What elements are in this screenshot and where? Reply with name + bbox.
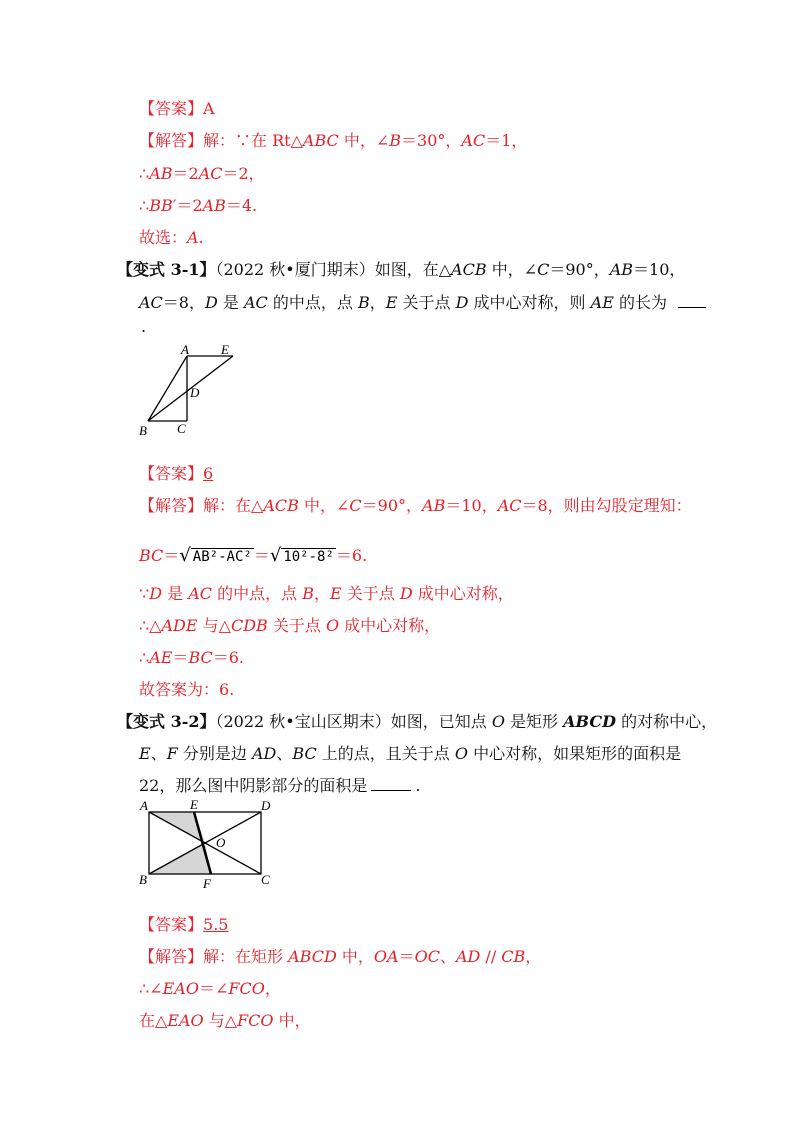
text: 关于点 <box>397 293 456 312</box>
var: AC <box>139 293 163 312</box>
question-3-2-line-3 <box>139 774 420 797</box>
answer-line-2 <box>139 463 213 485</box>
label-a: A <box>181 342 189 357</box>
text: 是 <box>162 584 189 603</box>
solution-line-4 <box>139 227 204 249</box>
question-3-2-line-1 <box>117 711 717 733</box>
solution-3-line-2 <box>139 978 281 1000</box>
question-label: 【变式 3-2】 <box>117 712 216 731</box>
var: AC <box>198 164 223 183</box>
text: 成中心对称， <box>412 584 514 603</box>
answer-line-3 <box>139 914 228 936</box>
var: C <box>349 496 362 515</box>
var: ABCD <box>563 712 616 731</box>
var: C <box>537 260 550 279</box>
var: AC <box>461 131 486 150</box>
var: O <box>325 616 340 635</box>
var: E <box>385 293 398 312</box>
text: 中， <box>273 1011 311 1030</box>
solution-label: 【解答】 <box>139 947 204 966</box>
solution-label: 【解答】 <box>139 496 204 515</box>
sqrt-expression-1 <box>179 542 254 571</box>
text: 22，那么图中阴影部分的面积是 <box>139 776 368 795</box>
final-answer: 故答案为：6. <box>139 680 235 699</box>
answer-label: 【答案】 <box>139 915 204 934</box>
therefore: ∴△ <box>139 616 162 635</box>
question-3-2-line-2 <box>139 743 681 765</box>
label-b: B <box>139 872 147 887</box>
question-3-1-line-2 <box>139 291 706 314</box>
var: BC <box>188 648 213 667</box>
var: B <box>302 584 314 603</box>
therefore: ∴ <box>139 164 150 183</box>
text: . <box>198 228 204 247</box>
period: . <box>415 776 421 795</box>
var: BC <box>139 546 164 565</box>
text: 解：在矩形 <box>203 947 289 966</box>
var: ACB <box>451 260 487 279</box>
var: F <box>166 744 178 763</box>
var: B <box>357 293 370 312</box>
sqrt-expression-2 <box>270 542 336 571</box>
text: 、 <box>439 947 456 966</box>
radical-sign: √ <box>179 545 191 566</box>
var: AB <box>609 260 634 279</box>
text: 的对称中心， <box>615 712 718 731</box>
var: FCO <box>237 1011 274 1030</box>
var: BB <box>149 196 173 215</box>
label-e: E <box>221 342 229 357</box>
answer-value: 5.5 <box>203 915 229 934</box>
solution-2-formula <box>139 542 367 570</box>
var: AC <box>188 584 212 603</box>
text: 中， <box>336 947 374 966</box>
var: OC <box>414 947 440 966</box>
solution-line-2 <box>139 163 265 185</box>
var: O <box>454 744 469 763</box>
answer-value: 6 <box>203 464 214 483</box>
text: 是矩形 <box>504 712 564 731</box>
label-o: O <box>216 835 226 850</box>
question-label: 【变式 3-1】 <box>117 260 216 279</box>
radical-sign: √ <box>269 545 282 566</box>
solution-2-line-5 <box>139 647 244 669</box>
text: ＝8， <box>162 293 205 312</box>
var: ACB <box>263 496 299 515</box>
figure-3-2 <box>137 798 277 890</box>
text: 成中心对称，则 <box>468 293 591 312</box>
text: 与△ <box>203 1011 238 1030</box>
text: 、 <box>150 744 167 763</box>
solution-label: 【解答】 <box>139 131 204 150</box>
text: ＝∠ <box>198 979 229 998</box>
equals: ＝ <box>163 546 180 565</box>
answer-line-1 <box>139 98 215 120</box>
text: 故选： <box>139 228 188 247</box>
text: ＝90°， <box>361 496 423 515</box>
therefore: ∴ <box>139 196 150 215</box>
text: ， <box>264 979 281 998</box>
because: ∵ <box>139 584 150 603</box>
result: ＝6. <box>335 546 368 565</box>
text: 中，∠ <box>486 260 538 279</box>
var: D <box>204 293 218 312</box>
var: AD <box>455 947 481 966</box>
answer-blank <box>678 291 706 308</box>
answer-label: 【答案】 <box>139 99 204 118</box>
therefore: ∴∠ <box>139 979 163 998</box>
var: AC <box>497 496 522 515</box>
var: FCO <box>228 979 265 998</box>
period: . <box>141 317 147 336</box>
text: 成中心对称， <box>339 616 441 635</box>
text: 、 <box>276 744 293 763</box>
text: （2022 秋•厦门期末）如图，在△ <box>215 260 452 279</box>
solution-2-line-3 <box>139 583 514 605</box>
text: ＝ <box>398 947 415 966</box>
text: ＝30°， <box>401 131 462 150</box>
var: AB <box>149 164 173 183</box>
var: CDB <box>230 616 268 635</box>
radicand: 10²-8² <box>283 549 334 565</box>
segment-ab <box>148 356 187 421</box>
figure-3-1 <box>135 342 255 437</box>
label-d: D <box>190 385 200 400</box>
text: ， <box>369 293 386 312</box>
text: （2022 秋•宝山区期末）如图，已知点 <box>215 712 492 731</box>
answer-label: 【答案】 <box>139 464 204 483</box>
label-f: F <box>203 876 211 890</box>
var: BC <box>292 744 317 763</box>
solution-2-line-6 <box>139 679 234 701</box>
var: AD <box>252 744 277 763</box>
text: ＝1， <box>485 131 528 150</box>
text: 是 <box>217 293 244 312</box>
var: AB <box>422 496 446 515</box>
text: 在△ <box>139 1011 168 1030</box>
text: ＝90°， <box>549 260 610 279</box>
text: ， <box>313 584 330 603</box>
text: 中心对称，如果矩形的面积是 <box>468 744 682 763</box>
radicand: AB²-AC² <box>192 549 252 565</box>
text: 分别是边 <box>177 744 252 763</box>
solution-2-line-1 <box>139 495 692 517</box>
text: 上的点，且关于点 <box>316 744 455 763</box>
text: 关于点 <box>341 584 400 603</box>
text: ＝10， <box>633 260 686 279</box>
var: ABCD <box>288 947 337 966</box>
text: 解：∵在 Rt△ <box>203 131 303 150</box>
label-c: C <box>261 872 270 887</box>
label-b: B <box>139 423 147 437</box>
text: ＝ <box>172 648 189 667</box>
var: EAO <box>162 979 199 998</box>
text: 的中点，点 <box>212 584 303 603</box>
equals: ＝ <box>253 546 270 565</box>
var: E <box>329 584 342 603</box>
label-e: E <box>190 798 198 812</box>
var: D <box>455 293 469 312</box>
var: E <box>139 744 151 763</box>
solution-3-line-1 <box>139 946 541 968</box>
label-a: A <box>140 798 148 813</box>
var: EAO <box>167 1011 204 1030</box>
var: AC <box>244 293 268 312</box>
solution-line-1 <box>139 130 527 152</box>
therefore: ∴ <box>139 648 150 667</box>
var: D <box>399 584 413 603</box>
question-3-1-line-3 <box>141 316 146 338</box>
text: ， <box>525 947 542 966</box>
text: 中，∠ <box>298 496 350 515</box>
var: OA <box>373 947 399 966</box>
answer-blank <box>371 774 411 791</box>
var: ADE <box>161 616 198 635</box>
var: AB <box>202 196 226 215</box>
solution-2-line-4 <box>139 615 440 637</box>
question-3-1-line-1 <box>117 259 685 281</box>
label-d: D <box>261 798 271 813</box>
text: ＝4. <box>225 196 258 215</box>
var: ABC <box>302 131 339 150</box>
answer-value: A <box>203 99 215 118</box>
label-c: C <box>177 421 186 436</box>
text: 中，∠ <box>338 131 390 150</box>
var: AE <box>590 293 614 312</box>
text: ＝10， <box>445 496 498 515</box>
text: // <box>480 947 502 966</box>
solution-line-3 <box>139 195 257 217</box>
text: 解：在△ <box>203 496 264 515</box>
text: ＝8，则由勾股定理知： <box>521 496 692 515</box>
var: D <box>149 584 163 603</box>
text: 与△ <box>197 616 231 635</box>
text: 的中点，点 <box>267 293 358 312</box>
text: ＝2 <box>176 196 203 215</box>
var: O <box>491 712 505 731</box>
text: ＝2 <box>172 164 199 183</box>
text: ＝6. <box>212 648 245 667</box>
text: ＝2， <box>222 164 265 183</box>
var: CB <box>501 947 526 966</box>
var: B <box>389 131 402 150</box>
text: 的长为 <box>613 293 667 312</box>
var: AE <box>149 648 173 667</box>
solution-3-line-3 <box>139 1010 311 1032</box>
text: 关于点 <box>267 616 326 635</box>
var: A <box>187 228 199 247</box>
prime: ′ <box>172 196 177 215</box>
